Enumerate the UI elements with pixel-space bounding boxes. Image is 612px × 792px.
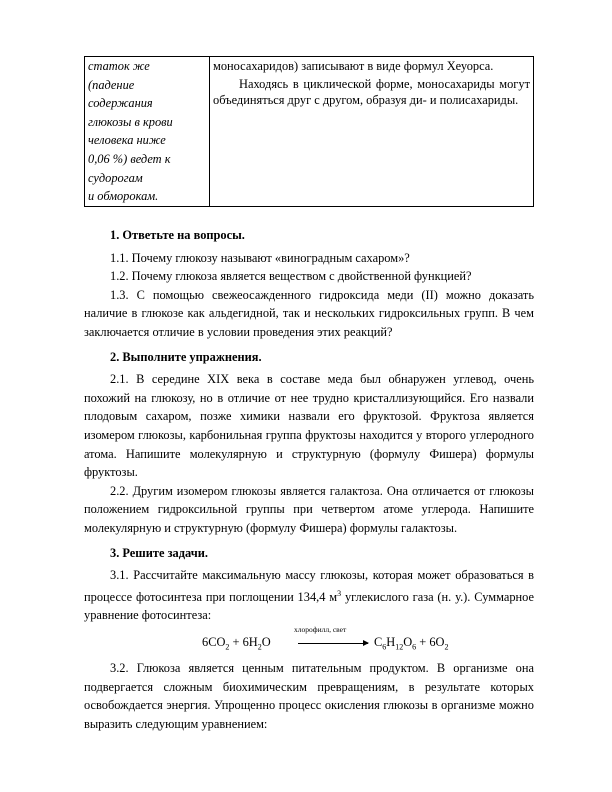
problem-item bbox=[84, 566, 534, 625]
note-line: судорогам bbox=[88, 170, 143, 185]
note-line: глюкозы в крови bbox=[88, 114, 173, 129]
section-heading: 3. Решите задачи. bbox=[110, 545, 208, 560]
question-item: 1.1. Почему глюкозу называют «виноградным сахаром»? bbox=[110, 250, 410, 265]
equation-products: $C_6H_{12}O_6 + 6O_2$ bbox=[374, 635, 449, 652]
exercise-item: 2.2. Другим изомером глюкозы является галактоза. Она отличается от глюкозы положением гидроксильной группы при четвертом атоме углерода. Напишите молекулярную и структурную (формулу Фишера) формулы галактозы. bbox=[84, 483, 534, 535]
note-line: содержания bbox=[88, 96, 153, 111]
note-line: человека ниже bbox=[88, 133, 166, 148]
exercise-body bbox=[84, 226, 534, 733]
reaction-condition: хлорофилл, свет bbox=[294, 625, 347, 634]
table-text-cell bbox=[210, 57, 534, 207]
question-item: 1.2. Почему глюкоза является веществом с двойственной функцией? bbox=[110, 269, 472, 284]
superscript: 3 bbox=[337, 588, 342, 598]
section-heading: 1. Ответьте на вопросы. bbox=[110, 228, 245, 242]
note-line: (падение bbox=[88, 77, 135, 92]
question-item: 1.3. С помощью свежеосажденного гидроксида меди (II) можно доказать наличие в глюкозе как альдегидной, так и нескольких гидроксильных групп. В чем заключается отличие в условии проведения этих реакций? bbox=[84, 287, 534, 339]
table-paragraph: моносахаридов) записывают в виде формул Хеуорса. bbox=[213, 59, 494, 73]
reaction-arrow-icon bbox=[298, 643, 368, 644]
photosynthesis-equation bbox=[84, 627, 534, 655]
problem-item: 3.2. Глюкоза является ценным питательным продуктом. В организме она подвергается сложным биохимическим превращениям, в результате которых освобождается энергия. Упрощенно процесс окисления глюкозы в организме можно выразить следующим уравнением: bbox=[84, 661, 534, 731]
section-heading: 2. Выполните упражнения. bbox=[110, 349, 262, 364]
table-note-cell bbox=[85, 57, 210, 207]
problem-text: 3.1. Рассчитайте максимальную массу глюкозы, которая может образоваться в процессе фотосинтеза при поглощении 134,4 м bbox=[84, 568, 534, 604]
equation-reactants: $6CO_2 + 6H_2O$ bbox=[202, 635, 271, 652]
problem-text: углекислого газа (н. у.). Суммарное уравнение фотосинтеза: bbox=[84, 589, 534, 623]
content-table-fragment bbox=[84, 56, 534, 207]
table-paragraph: Находясь в циклической форме, моносахариды могут объединяться друг с другом, образуя ди- и полисахариды. bbox=[213, 76, 530, 108]
table-row bbox=[85, 57, 534, 207]
exercise-item: 2.1. В середине XIX века в составе меда был обнаружен углевод, очень похожий на глюкозу, но в отличие от нее трудно кристаллизующийся. Его назвали плодовым сахаром, позже химики назвали его фруктозой. Фруктоза является изомером глюкозы, карбонильная группа фруктозы находится у второго углеродного атома. Напишите молекулярную и структурную (формулу Фишера) формулы фруктозы. bbox=[84, 372, 534, 480]
note-line: 0,06 %) ведет к bbox=[88, 151, 171, 166]
note-line: и обморокам. bbox=[88, 189, 159, 204]
note-line: статок же bbox=[88, 59, 150, 73]
